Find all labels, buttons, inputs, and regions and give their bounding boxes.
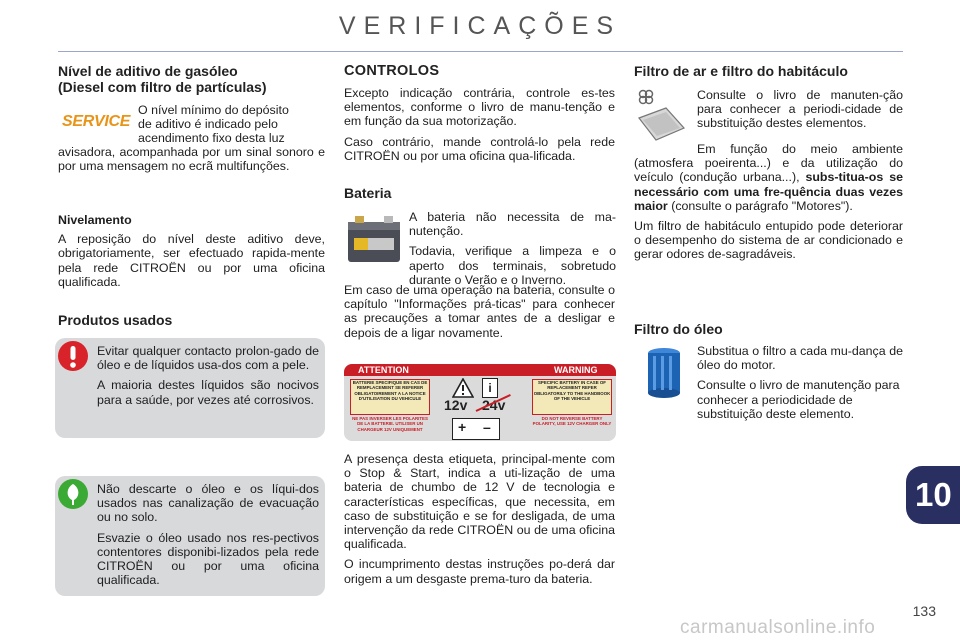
bateria-label-text <box>344 452 615 592</box>
bateria-text: Em caso de uma operação na bateria, consulte o capítulo "Informações prá-ticas" para conhecer as precauções a tomar antes de a desligar e depois de a ligar novamente. <box>344 283 615 340</box>
label-attention: ATTENTION <box>358 365 409 375</box>
nivelamento-text: A reposição do nível deste aditivo deve, obrigatoriamente, ser efectuado rapida-mente pela rede CITROËN ou por uma oficina qualificada. <box>58 232 325 289</box>
filtro-ar-text-part: (consulte o parágrafo "Motores"). <box>667 198 853 213</box>
bateria-text: A bateria não necessita de ma-nutenção. <box>409 210 616 239</box>
bateria-text: O incumprimento destas instruções po-derá dar origem a um desgaste prema-turo da bateria. <box>344 557 615 586</box>
filtro-ar-text: Um filtro de habitáculo entupido pode deteriorar o desempenho do sistema de ar condicionado e gerar odores de-sagradáveis. <box>634 219 903 262</box>
filtro-oleo-text-block <box>697 344 903 427</box>
label-fr-red: NE PAS INVERSER LES POLARITES DE LA BATTERIE. UTILISER UN CHARGEUR 12V UNIQUEMENT <box>352 416 428 432</box>
service-block <box>58 103 325 195</box>
filtro-oleo-heading: Filtro do óleo <box>634 321 723 337</box>
filtro-ar-text-bold: subs-titua-os se necessário com uma fre-quência duas vezes maior <box>634 170 903 213</box>
label-warning: WARNING <box>554 365 598 375</box>
middle-column <box>344 63 615 169</box>
label-fr-box: BATTERIE SPECIFIQUE EN CAS DE REMPLACEMENT SE REFERER OBLIGATOIREMENT A LA NOTICE D'UTILISATION DU VEHICULE <box>350 379 430 415</box>
nivelamento-heading: Nivelamento <box>58 213 132 227</box>
title-divider <box>58 51 903 52</box>
filtro-ar-text <box>634 142 903 213</box>
environment-text: Não descarte o óleo e os líqui-dos usados nas canalização de evacuação ou no solo. <box>97 482 319 525</box>
warning-notice-text <box>97 344 319 413</box>
warning-text: Evitar qualquer contacto prolon-gado de óleo e de líquidos usa-dos com a pele. <box>97 344 319 373</box>
bateria-body <box>344 283 615 346</box>
service-text-line: acendimento fixo desta luz <box>138 131 285 146</box>
filtro-ar-heading: Filtro de ar e filtro do habitáculo <box>634 63 848 79</box>
service-warning-icon: SERVICE <box>62 113 131 130</box>
service-text-continued: avisadora, acompanhada por um sinal sonoro e por uma mensagem no ecrã multifunções. <box>58 145 325 174</box>
diesel-additive-heading <box>58 63 325 95</box>
filtro-ar-text-part: Em função do meio ambiente (atmosfera poeirenta...) e da utilização do veículo (condução urbana...), <box>634 142 903 185</box>
heading-line-1: Nível de aditivo de gasóleo <box>58 63 238 79</box>
battery-icon <box>346 212 402 264</box>
chapter-tab: 10 <box>906 466 960 524</box>
environment-notice-text <box>97 482 319 593</box>
environment-text: Esvazie o óleo usado nos res-pectivos contentores disponibi-lizados pela rede CITROËN ou por uma oficina qualificada. <box>97 530 319 588</box>
label-plus: + <box>458 419 467 435</box>
label-24v: 24v <box>482 397 506 413</box>
filtro-ar-text: Consulte o livro de manuten-ção para conhecer a periodi-cidade de substituição destes elementos. <box>697 88 903 131</box>
page-title: VERIFICAÇÕES <box>338 12 622 40</box>
hazard-triangle-icon <box>452 378 474 398</box>
label-minus: – <box>483 419 491 435</box>
environment-notice <box>55 476 325 596</box>
label-en-red: DO NOT REVERSE BATTERY POLARITY, USE 12V CHARGER ONLY <box>532 416 612 427</box>
produtos-usados-heading: Produtos usados <box>58 312 173 328</box>
bateria-text: A presença desta etiqueta, principal-mente com o Stop & Start, indica a uti-lização de uma bateria de chumbo de 12 V de tecnologia e características específicas, que necessita, em caso de substituição e se for desligada, de uma intervenção da rede CITROËN ou de uma oficina qualificada. <box>344 452 615 552</box>
cabin-filter-icon <box>636 88 686 144</box>
oil-filter-icon <box>644 347 684 399</box>
controlos-heading: CONTROLOS <box>344 63 440 79</box>
filtro-oleo-text: Consulte o livro de manutenção para conhecer a periodicidade de substituição deste elemento. <box>697 378 900 421</box>
label-12v: 12v <box>444 397 468 413</box>
controlos-text: Caso contrário, mande controlá-lo pela rede CITROËN ou por uma oficina qua-lificada. <box>344 134 615 163</box>
bateria-text: Todavia, verifique a limpeza e o aperto dos terminais, sobretudo durante o Verão e o Inverno. <box>409 244 616 287</box>
controlos-text: Excepto indicação contrária, controle es-tes elementos, conforme o livro de manu-tenção e em função da sua motorização. <box>344 86 615 129</box>
warning-text: A maioria destes líquidos são nocivos para a saúde, por vezes até corrosivos. <box>97 378 319 407</box>
service-text <box>138 103 325 146</box>
leaf-icon <box>58 479 88 509</box>
info-book-icon: i <box>482 378 498 398</box>
filtro-ar-intro <box>697 88 903 137</box>
label-battery-polarity <box>452 418 500 440</box>
bateria-heading: Bateria <box>344 185 392 201</box>
service-text-line: O nível mínimo do depósito <box>138 103 289 117</box>
filtro-oleo-text: Substitua o filtro a cada mu-dança de óleo do motor. <box>697 344 903 373</box>
exclamation-icon <box>58 341 88 371</box>
bateria-intro <box>409 210 616 293</box>
watermark: carmanualsonline.info <box>680 617 876 638</box>
battery-warning-label <box>344 364 616 441</box>
heading-line-2: (Diesel com filtro de partículas) <box>58 79 267 95</box>
page-number: 133 <box>912 603 936 619</box>
warning-notice <box>55 338 325 438</box>
service-text-line: de aditivo é indicado pelo <box>138 117 278 132</box>
label-en-box: SPECIFIC BATTERY IN CASE OF REPLACEMENT REFER OBLIGATORILY TO THE HANDBOOK OF THE VEHICLE <box>532 379 612 415</box>
filtro-ar-body <box>634 142 903 268</box>
left-column <box>58 63 325 295</box>
